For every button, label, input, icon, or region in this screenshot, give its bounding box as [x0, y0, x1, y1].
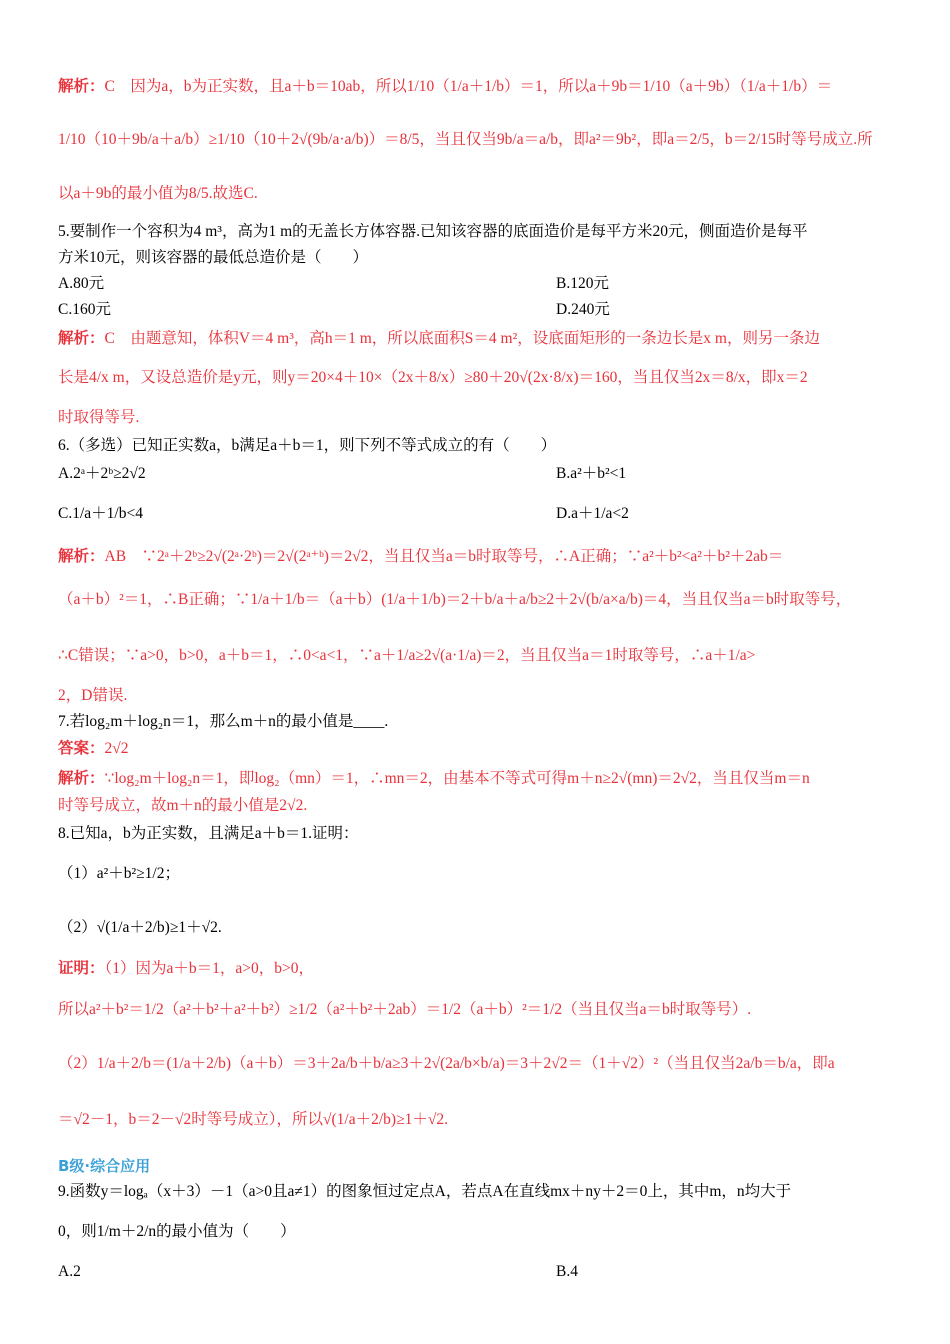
- q8-proof-line-1: 证明：（1）因为a＋b＝1，a>0，b>0，: [58, 959, 315, 977]
- q5-option-a: A.80元: [58, 275, 105, 292]
- solution-label: 解析：: [58, 77, 105, 95]
- q5-solution-line-2: 长是4/x m，又设总造价是y元，则y＝20×4＋10×（2x＋8/x）≥80＋20√(2x·8/x)＝160，当且仅当2x＝8/x，即x＝2: [58, 369, 808, 386]
- q4-solution-line-2: 1/10（10＋9b/a＋a/b）≥1/10（10＋2√(9b/a·a/b)）＝8/5，当且仅当9b/a＝a/b，即a²＝9b²，即a＝2/5，b＝2/15时等号成立.所: [58, 131, 873, 148]
- q5-option-d: D.240元: [556, 301, 610, 318]
- q6-stem: 6.（多选）已知正实数a，b满足a＋b＝1，则下列不等式成立的有（ ）: [58, 437, 557, 454]
- q6-option-a: A.2ᵃ＋2ᵇ≥2√2: [58, 465, 146, 482]
- q8-proof-line-3: （2）1/a＋2/b＝(1/a＋2/b)（a＋b）＝3＋2a/b＋b/a≥3＋2√(2a/b×b/a)＝3＋2√2＝（1＋√2）²（当且仅当2a/b＝b/a，即a: [58, 1055, 835, 1072]
- q6-solution-line-4: 2，D错误.: [58, 687, 128, 704]
- q7-solution-line-1: 解析：∵log₂m＋log₂n＝1，即log₂（mn）＝1，∴mn＝2，由基本不等式可得m＋n≥2√(mn)＝2√2，当且仅当m＝n: [58, 769, 810, 787]
- q9-option-a: A.2: [58, 1263, 81, 1280]
- q5-option-b: B.120元: [556, 275, 609, 292]
- q6-solution-line-2: （a＋b）²＝1，∴B正确；∵1/a＋1/b＝（a＋b）(1/a＋1/b)＝2＋b/a＋a/b≥2＋2√(b/a×a/b)＝4，当且仅当a＝b时取等号，: [58, 591, 852, 608]
- proof-label: 证明：: [58, 959, 105, 977]
- q8-proof-line-2: 所以a²＋b²＝1/2（a²＋b²＋a²＋b²）≥1/2（a²＋b²＋2ab）＝1/2（a＋b）²＝1/2（当且仅当a＝b时取等号）.: [58, 1001, 752, 1018]
- q8-stem: 8.已知a，b为正实数，且满足a＋b＝1.证明：: [58, 825, 359, 842]
- q8-part-1: （1）a²＋b²≥1/2；: [58, 865, 180, 882]
- solution-label: 解析：: [58, 547, 105, 565]
- q8-proof-line-4: ＝√2－1，b＝2－√2时等号成立），所以√(1/a＋2/b)≥1＋√2.: [58, 1111, 448, 1128]
- q4-solution-line-1: 解析：C 因为a，b为正实数，且a＋b＝10ab，所以1/10（1/a＋1/b）＝1，所以a＋9b＝1/10（a＋9b）（1/a＋1/b）＝: [58, 77, 833, 95]
- q6-solution-line-3: ∴C错误；∵a>0，b>0，a＋b＝1，∴0<a<1，∵a＋1/a≥2√(a·1/a)＝2，当且仅当a＝1时取等号，∴a＋1/a>: [58, 647, 756, 664]
- q9-stem-line-1: 9.函数y＝logₐ（x＋3）－1（a>0且a≠1）的图象恒过定点A，若点A在直线mx＋ny＋2＝0上，其中m，n均大于: [58, 1183, 792, 1200]
- q6-option-d: D.a＋1/a<2: [556, 505, 629, 522]
- answer-label: 答案：: [58, 739, 105, 757]
- section-heading: B级·综合应用: [58, 1157, 151, 1175]
- q8-part-2: （2）√(1/a＋2/b)≥1＋√2.: [58, 919, 222, 936]
- q5-stem-line-2: 方米10元，则该容器的最低总造价是（ ）: [58, 249, 369, 266]
- q7-answer: 答案：2√2: [58, 739, 129, 757]
- q7-solution-line-2: 时等号成立，故m＋n的最小值是2√2.: [58, 797, 308, 814]
- q4-solution-line-3: 以a＋9b的最小值为8/5.故选C.: [58, 185, 258, 202]
- q5-option-c: C.160元: [58, 301, 111, 318]
- solution-label: 解析：: [58, 329, 105, 347]
- q5-stem-line-1: 5.要制作一个容积为4 m³，高为1 m的无盖长方体容器.已知该容器的底面造价是每平方米20元，侧面造价是每平: [58, 223, 808, 240]
- solution-label: 解析：: [58, 769, 105, 787]
- q9-stem-line-2: 0，则1/m＋2/n的最小值为（ ）: [58, 1223, 296, 1240]
- q7-stem: 7.若log₂m＋log₂n＝1，那么m＋n的最小值是____.: [58, 713, 389, 730]
- q9-option-b: B.4: [556, 1263, 578, 1280]
- q6-solution-line-1: 解析：AB ∵2ᵃ＋2ᵇ≥2√(2ᵃ·2ᵇ)＝2√(2ᵃ⁺ᵇ)＝2√2，当且仅当a＝b时取等号，∴A正确；∵a²＋b²<a²＋b²＋2ab＝: [58, 547, 784, 565]
- q5-solution-line-3: 时取得等号.: [58, 409, 140, 426]
- q6-option-b: B.a²＋b²<1: [556, 465, 627, 482]
- q5-solution-line-1: 解析：C 由题意知，体积V＝4 m³，高h＝1 m，所以底面积S＝4 m²，设底面矩形的一条边长是x m，则另一条边: [58, 329, 820, 347]
- q6-option-c: C.1/a＋1/b<4: [58, 505, 143, 522]
